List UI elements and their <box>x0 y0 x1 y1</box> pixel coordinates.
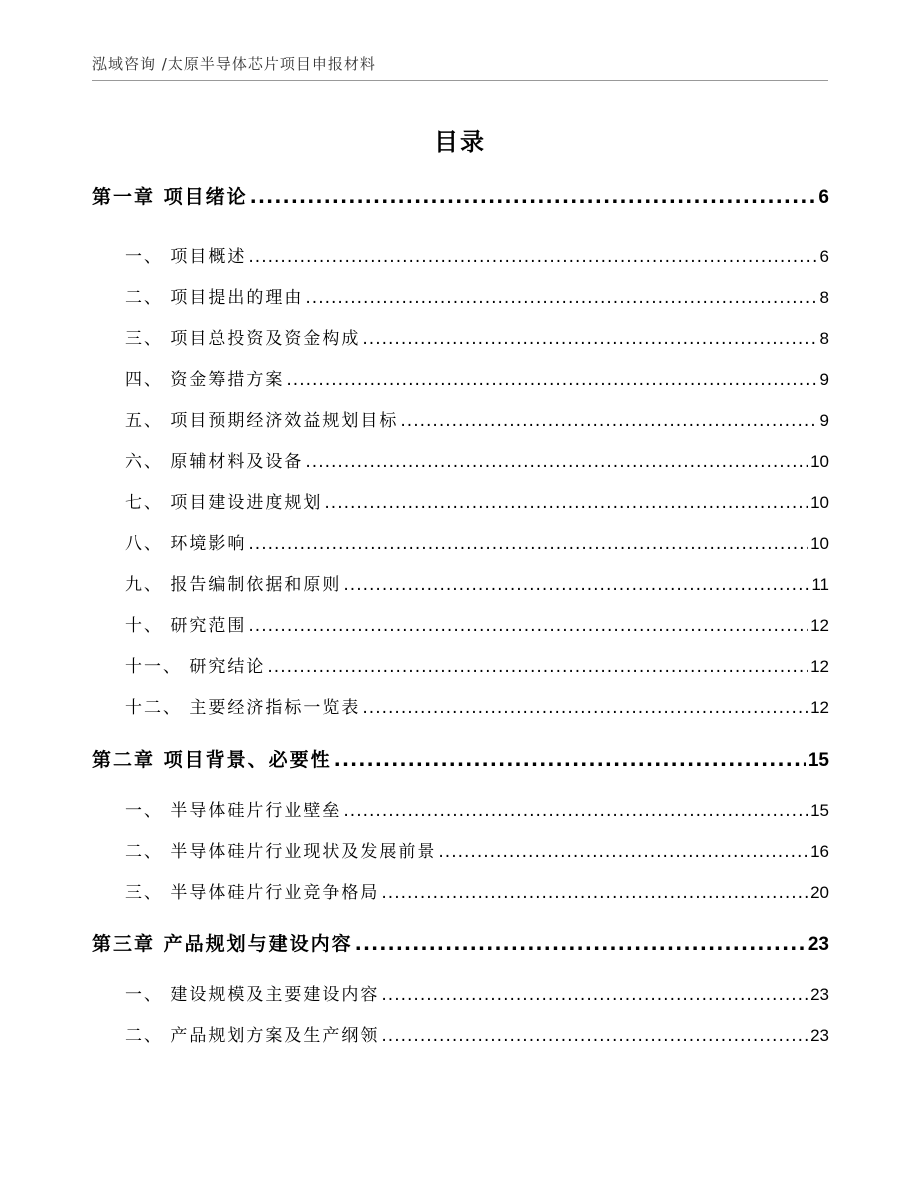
dot-leader <box>250 186 817 208</box>
toc-page-number: 23 <box>807 934 829 955</box>
toc-page-number: 20 <box>810 883 829 902</box>
header-divider <box>92 80 828 81</box>
toc-section-entry[interactable] <box>125 283 829 313</box>
toc-section-entry[interactable] <box>125 980 829 1010</box>
toc-page-number: 9 <box>819 411 829 430</box>
toc-page-number: 23 <box>810 985 829 1004</box>
toc-entry-label: 八、 环境影响 <box>125 534 247 554</box>
toc-page-number: 10 <box>810 452 829 471</box>
toc-page-number: 15 <box>807 750 829 771</box>
toc-section-entry[interactable] <box>125 365 829 395</box>
toc-page-number: 8 <box>819 288 829 307</box>
toc-entry-label: 第二章 项目背景、必要性 <box>92 749 332 771</box>
dot-leader <box>248 616 808 636</box>
dot-leader <box>267 657 808 677</box>
toc-page-number: 11 <box>811 575 829 594</box>
dot-leader <box>334 749 806 771</box>
toc-section-entry[interactable] <box>125 611 829 641</box>
dot-leader <box>305 288 817 308</box>
toc-entry-label: 三、 半导体硅片行业竞争格局 <box>125 883 380 903</box>
toc-chapter-entry[interactable] <box>92 929 829 959</box>
toc-chapter-entry[interactable] <box>92 745 829 775</box>
toc-page-number: 12 <box>810 698 829 717</box>
toc-page-number: 10 <box>810 493 829 512</box>
toc-entry-label: 一、 半导体硅片行业壁垒 <box>125 801 342 821</box>
toc-section-entry[interactable] <box>125 406 829 436</box>
toc-section-entry[interactable] <box>125 324 829 354</box>
toc-section-entry[interactable] <box>125 878 829 908</box>
toc-page-number: 16 <box>810 842 829 861</box>
dot-leader <box>362 329 817 349</box>
toc-entry-label: 十一、 研究结论 <box>125 657 266 677</box>
toc-page-number: 12 <box>810 657 829 676</box>
toc-section-entry[interactable] <box>125 796 829 826</box>
toc-page-number: 6 <box>819 247 829 266</box>
dot-leader <box>305 452 808 472</box>
toc-entry-label: 二、 项目提出的理由 <box>125 288 304 308</box>
toc-entry-label: 十二、 主要经济指标一览表 <box>125 698 361 718</box>
toc-section-entry[interactable] <box>125 693 829 723</box>
page-header: 泓域咨询 /太原半导体芯片项目申报材料 <box>92 55 376 73</box>
dot-leader <box>286 370 817 390</box>
toc-section-entry[interactable] <box>125 652 829 682</box>
dot-leader <box>381 985 808 1005</box>
toc-entry-label: 五、 项目预期经济效益规划目标 <box>125 411 399 431</box>
toc-title: 目录 <box>434 128 486 156</box>
toc-entry-label: 一、 建设规模及主要建设内容 <box>125 985 380 1005</box>
toc-page-number: 6 <box>818 187 829 208</box>
toc-section-entry[interactable] <box>125 837 829 867</box>
toc-section-entry[interactable] <box>125 242 829 272</box>
toc-page-number: 8 <box>819 329 829 348</box>
dot-leader <box>324 493 808 513</box>
toc-entry-label: 七、 项目建设进度规划 <box>125 493 323 513</box>
toc-entry-label: 一、 项目概述 <box>125 247 247 267</box>
toc-section-entry[interactable] <box>125 1021 829 1051</box>
dot-leader <box>343 801 808 821</box>
toc-entry-label: 第一章 项目绪论 <box>92 186 248 208</box>
toc-entry-label: 十、 研究范围 <box>125 616 247 636</box>
dot-leader <box>438 842 808 862</box>
toc-section-entry[interactable] <box>125 447 829 477</box>
dot-leader <box>381 1026 808 1046</box>
toc-entry-label: 第三章 产品规划与建设内容 <box>92 933 353 955</box>
toc-entry-label: 九、 报告编制依据和原则 <box>125 575 342 595</box>
toc-entry-label: 二、 半导体硅片行业现状及发展前景 <box>125 842 437 862</box>
dot-leader <box>362 698 808 718</box>
dot-leader <box>381 883 808 903</box>
toc-page-number: 23 <box>810 1026 829 1045</box>
toc-entry-label: 三、 项目总投资及资金构成 <box>125 329 361 349</box>
toc-entry-label: 六、 原辅材料及设备 <box>125 452 304 472</box>
toc-page-number: 15 <box>810 801 829 820</box>
dot-leader <box>400 411 817 431</box>
dot-leader <box>248 247 817 267</box>
toc-page-number: 9 <box>819 370 829 389</box>
toc-section-entry[interactable] <box>125 488 829 518</box>
toc-entry-label: 二、 产品规划方案及生产纲领 <box>125 1026 380 1046</box>
toc-entry-label: 四、 资金筹措方案 <box>125 370 285 390</box>
dot-leader <box>248 534 808 554</box>
dot-leader <box>355 933 806 955</box>
toc-page-number: 10 <box>810 534 829 553</box>
toc-page-number: 12 <box>810 616 829 635</box>
toc-section-entry[interactable] <box>125 529 829 559</box>
toc-section-entry[interactable] <box>125 570 829 600</box>
toc-chapter-entry[interactable] <box>92 182 829 212</box>
dot-leader <box>343 575 809 595</box>
